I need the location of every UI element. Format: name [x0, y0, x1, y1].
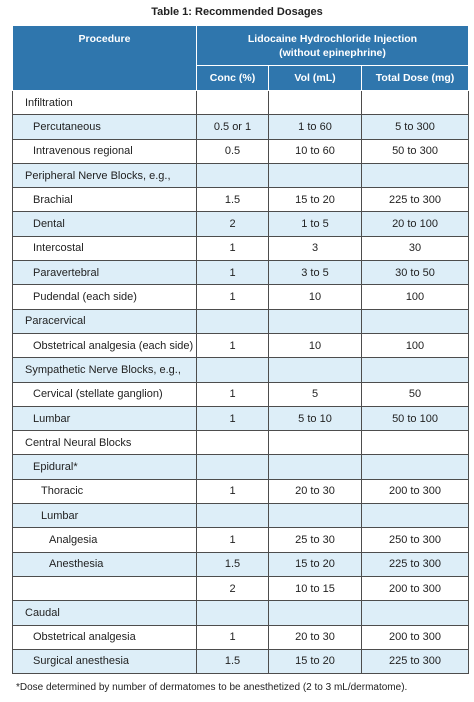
- conc-cell: 1: [197, 236, 269, 260]
- vol-cell: [269, 431, 362, 455]
- procedure-cell: Obstetrical analgesia: [13, 625, 197, 649]
- header-row: [13, 26, 469, 66]
- total-cell: 225 to 300: [362, 649, 469, 673]
- total-cell: 100: [362, 285, 469, 309]
- table-row: [13, 455, 469, 479]
- procedure-cell: Paravertebral: [13, 261, 197, 285]
- conc-cell: [197, 358, 269, 382]
- table-body: [13, 91, 469, 674]
- total-cell: 5 to 300: [362, 115, 469, 139]
- vol-cell: 10: [269, 285, 362, 309]
- table-row: [13, 479, 469, 503]
- table-row: [13, 358, 469, 382]
- table-row: [13, 431, 469, 455]
- table-row: [13, 625, 469, 649]
- procedure-header: Procedure: [13, 26, 197, 91]
- total-cell: 100: [362, 333, 469, 357]
- vol-cell: [269, 163, 362, 187]
- vol-cell: [269, 455, 362, 479]
- conc-cell: [197, 455, 269, 479]
- vol-cell: [269, 309, 362, 333]
- total-cell: 200 to 300: [362, 625, 469, 649]
- table-row: [13, 91, 469, 115]
- conc-cell: 1.5: [197, 552, 269, 576]
- table-row: [13, 333, 469, 357]
- total-cell: [362, 431, 469, 455]
- total-cell: [362, 91, 469, 115]
- conc-cell: 1: [197, 382, 269, 406]
- procedure-cell: Lumbar: [13, 504, 197, 528]
- total-cell: 50 to 100: [362, 406, 469, 430]
- procedure-cell: Thoracic: [13, 479, 197, 503]
- conc-cell: 0.5 or 1: [197, 115, 269, 139]
- procedure-cell: Obstetrical analgesia (each side): [13, 333, 197, 357]
- vol-cell: 10: [269, 333, 362, 357]
- footnote: *Dose determined by number of dermatomes to be anesthetized (2 to 3 mL/dermatome).: [16, 682, 408, 693]
- conc-cell: [197, 431, 269, 455]
- table-row: [13, 576, 469, 600]
- conc-cell: 1: [197, 625, 269, 649]
- vol-cell: 10 to 60: [269, 139, 362, 163]
- table-row: [13, 188, 469, 212]
- total-cell: [362, 455, 469, 479]
- procedure-cell: Intravenous regional: [13, 139, 197, 163]
- procedure-cell: Surgical anesthesia: [13, 649, 197, 673]
- table-row: [13, 649, 469, 673]
- table-row: [13, 552, 469, 576]
- procedure-cell: Cervical (stellate ganglion): [13, 382, 197, 406]
- vol-cell: 3: [269, 236, 362, 260]
- procedure-cell: Brachial: [13, 188, 197, 212]
- drug-header-line2: (without epinephrine): [279, 46, 386, 59]
- total-cell: [362, 601, 469, 625]
- vol-cell: 15 to 20: [269, 188, 362, 212]
- table-row: [13, 528, 469, 552]
- total-cell: 200 to 300: [362, 479, 469, 503]
- vol-cell: 15 to 20: [269, 552, 362, 576]
- vol-cell: 5: [269, 382, 362, 406]
- table-row: [13, 406, 469, 430]
- table-title: Table 1: Recommended Dosages: [151, 6, 323, 18]
- procedure-cell: Paracervical: [13, 309, 197, 333]
- table-row: [13, 115, 469, 139]
- vol-cell: 15 to 20: [269, 649, 362, 673]
- procedure-cell: Central Neural Blocks: [13, 431, 197, 455]
- vol-cell: [269, 358, 362, 382]
- conc-cell: [197, 504, 269, 528]
- vol-cell: 20 to 30: [269, 625, 362, 649]
- procedure-cell: Peripheral Nerve Blocks, e.g.,: [13, 163, 197, 187]
- conc-cell: 1: [197, 479, 269, 503]
- table-row: [13, 382, 469, 406]
- vol-cell: 3 to 5: [269, 261, 362, 285]
- total-cell: [362, 358, 469, 382]
- procedure-cell: Anesthesia: [13, 552, 197, 576]
- vol-cell: 25 to 30: [269, 528, 362, 552]
- table-row: [13, 601, 469, 625]
- total-cell: 30: [362, 236, 469, 260]
- total-cell: 225 to 300: [362, 552, 469, 576]
- conc-cell: 1.5: [197, 649, 269, 673]
- drug-header: [197, 26, 469, 66]
- vol-cell: 1 to 5: [269, 212, 362, 236]
- total-cell: 30 to 50: [362, 261, 469, 285]
- procedure-cell: Caudal: [13, 601, 197, 625]
- total-cell: 20 to 100: [362, 212, 469, 236]
- vol-cell: 10 to 15: [269, 576, 362, 600]
- total-cell: 50 to 300: [362, 139, 469, 163]
- total-cell: 50: [362, 382, 469, 406]
- total-cell: 200 to 300: [362, 576, 469, 600]
- vol-header: Vol (mL): [269, 66, 362, 91]
- table-row: [13, 212, 469, 236]
- conc-header: Conc (%): [197, 66, 269, 91]
- table-row: [13, 285, 469, 309]
- conc-cell: 1: [197, 528, 269, 552]
- table-row: [13, 504, 469, 528]
- conc-cell: 2: [197, 212, 269, 236]
- conc-cell: 1: [197, 285, 269, 309]
- procedure-cell: Analgesia: [13, 528, 197, 552]
- procedure-cell: Intercostal: [13, 236, 197, 260]
- vol-cell: 1 to 60: [269, 115, 362, 139]
- table-row: [13, 261, 469, 285]
- total-cell: [362, 163, 469, 187]
- procedure-cell: Infiltration: [13, 91, 197, 115]
- conc-cell: [197, 91, 269, 115]
- vol-cell: [269, 91, 362, 115]
- vol-cell: [269, 504, 362, 528]
- conc-cell: 1: [197, 333, 269, 357]
- table-row: [13, 139, 469, 163]
- vol-cell: [269, 601, 362, 625]
- procedure-cell: Pudendal (each side): [13, 285, 197, 309]
- dosage-table: [12, 25, 469, 674]
- conc-cell: 0.5: [197, 139, 269, 163]
- table-row: [13, 236, 469, 260]
- procedure-cell: Lumbar: [13, 406, 197, 430]
- table-row: [13, 163, 469, 187]
- procedure-cell: Sympathetic Nerve Blocks, e.g.,: [13, 358, 197, 382]
- total-header: Total Dose (mg): [362, 66, 469, 91]
- procedure-cell: [13, 576, 197, 600]
- vol-cell: 20 to 30: [269, 479, 362, 503]
- conc-cell: [197, 309, 269, 333]
- procedure-cell: Dental: [13, 212, 197, 236]
- conc-cell: 2: [197, 576, 269, 600]
- conc-cell: 1.5: [197, 188, 269, 212]
- table-row: [13, 309, 469, 333]
- conc-cell: 1: [197, 406, 269, 430]
- conc-cell: [197, 163, 269, 187]
- total-cell: [362, 309, 469, 333]
- procedure-cell: Epidural*: [13, 455, 197, 479]
- total-cell: 225 to 300: [362, 188, 469, 212]
- total-cell: 250 to 300: [362, 528, 469, 552]
- vol-cell: 5 to 10: [269, 406, 362, 430]
- procedure-cell: Percutaneous: [13, 115, 197, 139]
- conc-cell: 1: [197, 261, 269, 285]
- conc-cell: [197, 601, 269, 625]
- total-cell: [362, 504, 469, 528]
- drug-header-line1: Lidocaine Hydrochloride Injection: [247, 32, 418, 45]
